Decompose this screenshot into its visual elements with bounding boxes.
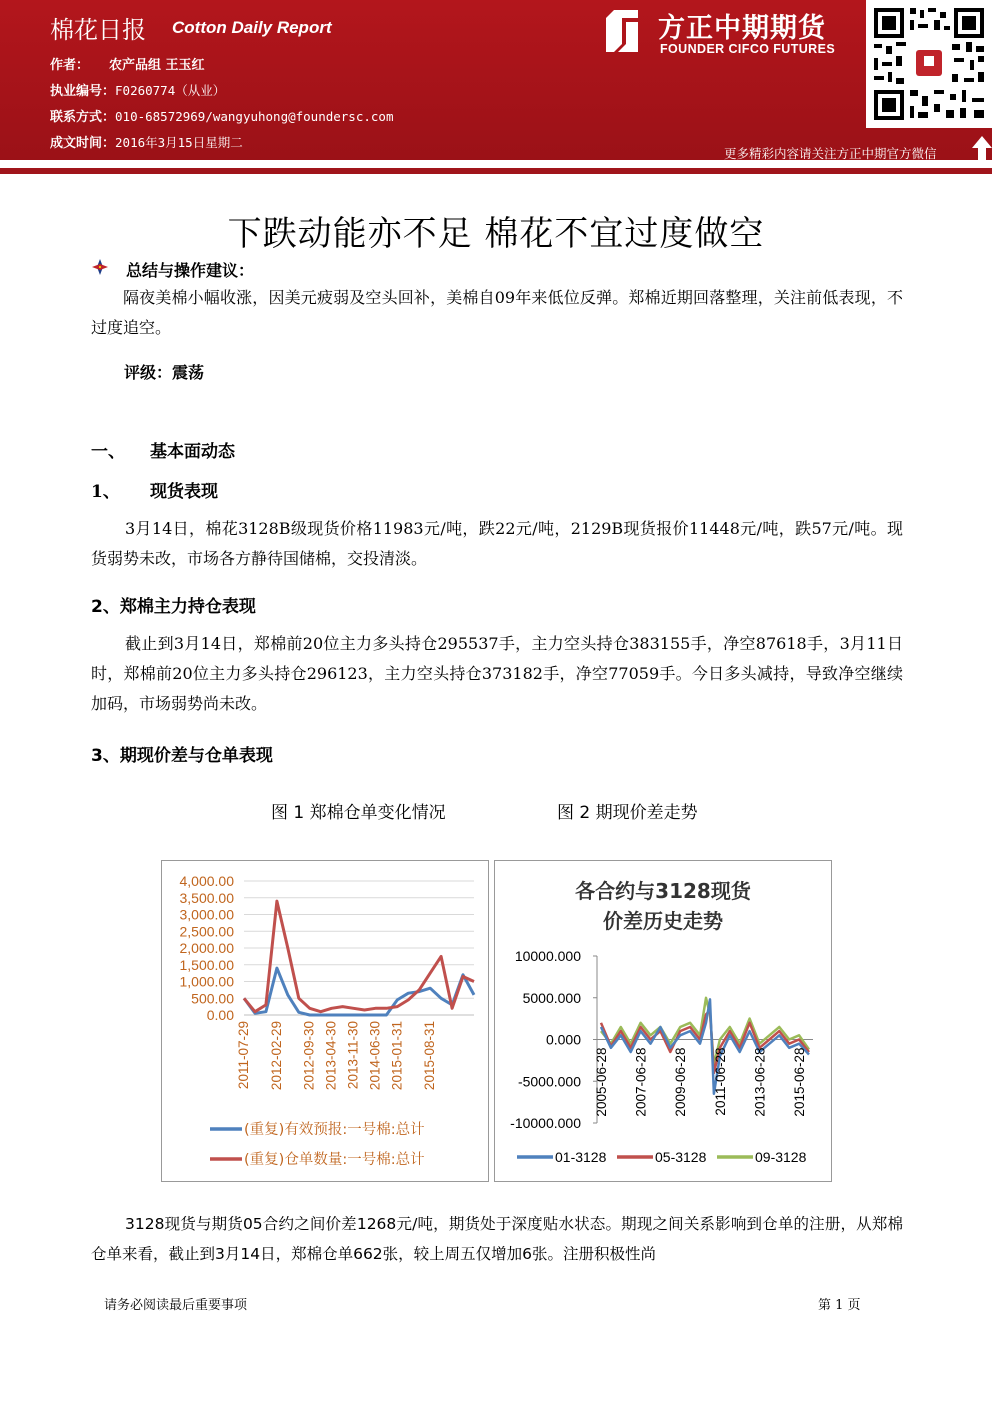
chart2-svg <box>495 861 831 1181</box>
report-title-cn: 棉花日报 <box>50 16 146 44</box>
x-tick-label: 2007-06-28 <box>633 1047 649 1117</box>
summary-text: 隔夜美棉小幅收涨，因美元疲弱及空头回补，美棉自09年来低位反弹。郑棉近期回落整理，关注前低表现，不过度追空。 <box>91 288 903 337</box>
footer-notice: 请务必阅读最后重要事项 <box>104 1298 248 1313</box>
spread-analysis-text: 3128现货与期货05合约之间价差1268元/吨，期货处于深度贴水状态。期现之间关系影响到仓单的注册，从郑棉仓单来看，截止到3月14日，郑棉仓单662张，较上周五仅增加6张。注册积极性尚 <box>91 1215 903 1263</box>
founder-logo-icon <box>604 8 640 54</box>
sub1-title: 现货表现 <box>150 482 218 502</box>
sub2-text: 截止到3月14日，郑棉前20位主力多头持仓295537手，主力空头持仓383155手，净空87618手，3月11日时，郑棉前20位主力多头持仓296123，主力空头持仓373182手，净空77059手。今日多头减持，导致净空继续加码，市场弱势尚未改。 <box>91 634 903 713</box>
y-tick-label: 10000.000 <box>514 948 581 964</box>
follow-wechat-text: 更多精彩内容请关注方正中期官方微信 <box>724 146 937 161</box>
legend-label: 09-3128 <box>755 1149 807 1165</box>
legend-label: 01-3128 <box>555 1149 607 1165</box>
y-tick-label: 4,000.00 <box>179 873 234 889</box>
y-tick-label: 500.00 <box>191 990 234 1007</box>
summary-heading: 总结与操作建议： <box>126 261 255 280</box>
x-tick-label: 2009-06-28 <box>673 1047 689 1117</box>
legend-label: (重复)有效预报:一号棉:总计 <box>244 1122 425 1138</box>
figure2-caption: 图 2 期现价差走势 <box>557 803 698 823</box>
contact-row <box>50 106 393 125</box>
chart1-container <box>161 860 489 1182</box>
chart-title-line1: 各合约与3128现货 <box>575 879 751 903</box>
chart1-svg <box>162 861 488 1181</box>
footer-page-number: 第 1 页 <box>818 1298 861 1313</box>
header-divider <box>0 168 992 174</box>
sub2-title: 2、郑棉主力持仓表现 <box>91 597 256 617</box>
y-tick-label: 2,500.00 <box>179 923 234 940</box>
sub3-title: 3、期现价差与仓单表现 <box>91 746 273 766</box>
legend-label: (重复)仓单数量:一号棉:总计 <box>244 1152 425 1168</box>
diamond-bullet-icon <box>91 258 109 276</box>
license-row <box>50 80 225 99</box>
contact-label: 联系方式： <box>50 110 116 125</box>
y-tick-label: 1,500.00 <box>179 956 234 973</box>
y-tick-label: 2,000.00 <box>179 940 234 956</box>
qr-code-icon <box>866 0 992 128</box>
x-tick-label: 2015-01-31 <box>389 1021 405 1091</box>
x-tick-label: 2012-02-29 <box>268 1021 284 1091</box>
report-header <box>0 0 992 160</box>
x-tick-label: 2015-06-28 <box>792 1047 808 1117</box>
contact-value: 010-68572969/wangyuhong@foundersc.com <box>115 109 394 124</box>
logo-text-en: FOUNDER CIFCO FUTURES <box>660 42 836 56</box>
x-tick-label: 2011-07-29 <box>236 1021 251 1090</box>
sub1-text: 3月14日，棉花3128B级现货价格11983元/吨，跌22元/吨，2129B现货报价11448元/吨，跌57元/吨。现货弱势未改，市场各方静待国储棉，交投清淡。 <box>91 519 903 568</box>
legend-label: 05-3128 <box>655 1149 707 1165</box>
y-tick-label: 0.000 <box>545 1031 581 1048</box>
chart-title-line2: 价差历史走势 <box>603 909 723 933</box>
license-value: F0260774（从业） <box>115 83 226 98</box>
section1-number: 一、 <box>91 442 125 462</box>
x-tick-label: 2014-06-30 <box>367 1021 383 1091</box>
qr-code <box>866 0 992 128</box>
x-tick-label: 2013-04-30 <box>323 1021 339 1091</box>
up-arrow-icon <box>972 136 992 162</box>
y-tick-label: 0.00 <box>206 1007 234 1023</box>
date-value: 2016年3月15日星期二 <box>115 135 243 150</box>
x-tick-label: 2013-11-30 <box>345 1021 361 1090</box>
chart2-container <box>494 860 832 1182</box>
y-tick-label: -10000.000 <box>510 1115 581 1131</box>
author-row <box>50 54 205 73</box>
y-tick-label: 1,000.00 <box>179 973 234 990</box>
sub1-number: 1、 <box>91 482 120 502</box>
document-title: 下跌动能亦不足 棉花不宜过度做空 <box>227 214 765 254</box>
x-tick-label: 2015-08-31 <box>422 1021 438 1091</box>
date-label: 成文时间： <box>50 136 116 151</box>
logo-text-cn: 方正中期期货 <box>658 13 826 44</box>
x-tick-label: 2005-06-28 <box>593 1047 609 1117</box>
x-tick-label: 2011-06-28 <box>712 1047 728 1116</box>
date-row <box>50 132 243 151</box>
y-tick-label: -5000.000 <box>517 1073 581 1090</box>
author-label: 作者： <box>50 58 90 73</box>
author-value: 农产品组 王玉红 <box>109 58 205 73</box>
y-tick-label: 3,500.00 <box>179 889 234 906</box>
figure1-caption: 图 1 郑棉仓单变化情况 <box>271 803 446 823</box>
license-label: 执业编号： <box>50 84 116 99</box>
section1-title: 基本面动态 <box>150 442 235 462</box>
x-tick-label: 2013-06-28 <box>752 1047 768 1117</box>
rating-text: 评级：震荡 <box>124 363 205 382</box>
y-tick-label: 3,000.00 <box>179 906 234 923</box>
series-line-1 <box>601 999 809 1093</box>
x-tick-label: 2012-09-30 <box>301 1021 317 1091</box>
report-title-en: Cotton Daily Report <box>172 18 332 37</box>
y-tick-label: 5000.000 <box>522 989 581 1006</box>
